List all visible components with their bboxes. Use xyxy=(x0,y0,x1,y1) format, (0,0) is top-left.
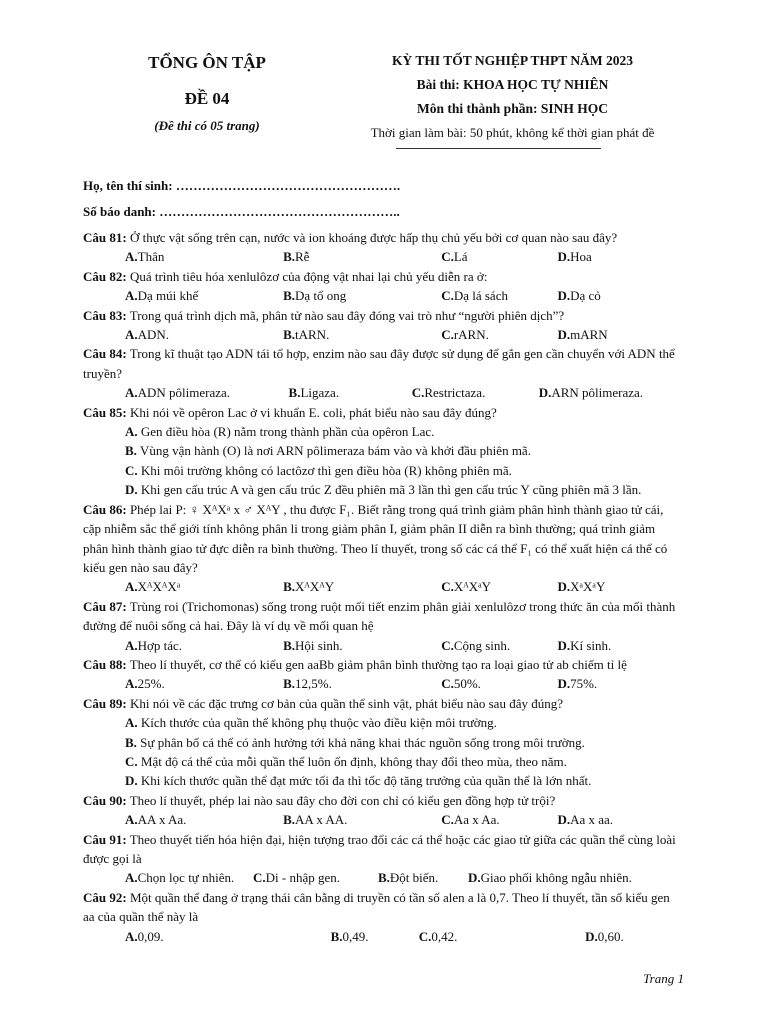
question-stem xyxy=(83,655,683,674)
answer-letter: C. xyxy=(441,637,454,653)
question-text: Theo thuyết tiến hóa hiện đại, hiện tượng trao đổi các cá thể hoặc các giao tử giữa các quần thể cùng loài được gọi là xyxy=(83,831,676,866)
answer-row xyxy=(83,674,683,693)
answer-text: 12,5%. xyxy=(295,676,332,692)
answer-letter: D. xyxy=(557,288,571,304)
answer-text: 0,42. xyxy=(431,928,458,944)
answer-text: rARN. xyxy=(453,327,489,343)
answer-text: Hợp tác. xyxy=(137,637,183,653)
answer-choice[interactable] xyxy=(331,927,419,946)
answer-text: 0,60. xyxy=(597,928,624,944)
answer-text: Kí sinh. xyxy=(570,637,612,653)
answer-choice[interactable] xyxy=(441,674,557,693)
answer-letter: B. xyxy=(283,288,296,304)
answer-letter: B. xyxy=(283,327,296,343)
header-right xyxy=(320,50,705,143)
question xyxy=(83,344,683,402)
answer-choice[interactable] xyxy=(441,636,557,655)
answer-choice[interactable] xyxy=(283,674,441,693)
question xyxy=(83,403,683,500)
answer-choice[interactable] xyxy=(557,674,683,693)
answer-choice[interactable] xyxy=(441,247,557,266)
answer-letter: B. xyxy=(283,812,296,828)
answer-choice[interactable] xyxy=(441,286,557,305)
answer-letter: C. xyxy=(441,676,454,692)
answer-letter: C. xyxy=(441,288,454,304)
exam-component: Môn thi thành phần: SINH HỌC xyxy=(417,101,608,116)
question-number: Câu 82: xyxy=(83,268,127,284)
answer-letter: A. xyxy=(125,928,138,944)
answer-choice[interactable] xyxy=(253,868,378,887)
answer-letter: B. xyxy=(125,443,137,459)
answer-text: mARN xyxy=(570,327,608,343)
question-number: Câu 83: xyxy=(83,307,127,323)
answer-letter: A. xyxy=(125,715,138,731)
question-stem xyxy=(83,344,683,383)
answer-text: 75%. xyxy=(570,676,598,692)
question-text: Trùng roi (Trichomonas) sống trong ruột mối tiết enzim phân giải xenlulôzơ trong thức ăn của mối thành đường để nuôi sống cả hai. Đây là ví dụ về mối quan hệ xyxy=(83,598,676,634)
answer-text: 0,09. xyxy=(137,928,164,944)
answer-letter: D. xyxy=(125,773,138,789)
answer-text: 0,49. xyxy=(342,928,369,944)
question-number: Câu 84: xyxy=(83,346,127,362)
question-text: Khi nói về opêron Lac ở vi khuẩn E. coli, phát biểu nào sau đây đúng? xyxy=(126,404,497,420)
answer-text: Lá xyxy=(453,249,468,265)
answer-text: Cộng sinh. xyxy=(453,637,511,653)
answer-letter: C. xyxy=(441,327,454,343)
answer-letter: D. xyxy=(557,637,571,653)
answer-letter: A. xyxy=(125,327,138,343)
question-number: Câu 81: xyxy=(83,230,127,245)
answer-choice[interactable] xyxy=(83,422,683,441)
answer-choice[interactable] xyxy=(441,577,557,596)
answer-text: ADN. xyxy=(137,327,170,343)
student-name-line: Họ, tên thí sinh: ……………………………………………. xyxy=(83,178,401,193)
answer-choice[interactable] xyxy=(441,810,557,829)
answer-letter: B. xyxy=(378,870,390,886)
answer-choice[interactable] xyxy=(125,674,283,693)
answer-letter: A. xyxy=(125,870,138,886)
question xyxy=(83,888,683,946)
answer-letter: B. xyxy=(283,637,296,653)
question-number: Câu 85: xyxy=(83,404,127,420)
answer-choice[interactable] xyxy=(83,461,683,480)
question-text: Phép lai P: ♀ XᴬXᵃ x ♂ XᴬY , thu được F₁. Biết rằng trong quá trình giảm phân hình thành giao tử cái, cặp nhiễm sắc thể giới tính không phân li trong giảm phân I, giảm phân II diễn ra bình thường; quá trình giảm phân hình thành giao tử đực diễn ra bình thường. Theo lí thuyết, trong số các cá thể F₁ có thể xuất hiện cá thể có kiểu gen nào sau đây? xyxy=(83,501,668,575)
question xyxy=(83,655,683,694)
answer-choice[interactable] xyxy=(557,577,683,596)
answer-text: Dạ lá sách xyxy=(453,288,508,304)
answer-row xyxy=(83,325,683,344)
answer-choice[interactable] xyxy=(125,636,283,655)
answer-letter: D. xyxy=(557,249,571,265)
header-divider xyxy=(396,148,601,149)
answer-choice[interactable] xyxy=(125,286,283,305)
question-stem xyxy=(83,597,683,636)
answer-choice[interactable] xyxy=(419,927,585,946)
review-title: TỔNG ÔN TẬP xyxy=(148,53,266,72)
answer-choice[interactable] xyxy=(283,286,441,305)
answer-row xyxy=(83,868,683,887)
answer-choice[interactable] xyxy=(283,636,441,655)
question-stem xyxy=(83,500,683,578)
answer-text: XᵃXᵃY xyxy=(570,579,606,595)
answer-text: Khi gen cấu trúc A và gen cấu trúc Z đều phiên mã 3 lần thì gen cấu trúc Y cũng phiên mã 3 lần. xyxy=(137,482,642,498)
answer-text: Ligaza. xyxy=(300,385,340,401)
question-stem xyxy=(83,888,683,927)
answer-text: Dạ cỏ xyxy=(570,288,601,304)
answer-letter: B. xyxy=(125,734,137,750)
answer-choice[interactable] xyxy=(83,441,683,460)
question xyxy=(83,597,683,655)
answer-row xyxy=(83,810,683,829)
question-number: Câu 87: xyxy=(83,598,127,614)
question-stem xyxy=(83,306,683,325)
answer-choice[interactable] xyxy=(283,577,441,596)
question-text: Quá trình tiêu hóa xenlulôzơ của động vật nhai lại chủ yếu diễn ra ở: xyxy=(126,268,488,284)
answer-text: Aa x aa. xyxy=(570,812,614,828)
question-text: Ở thực vật sống trên cạn, nước và ion khoáng được hấp thụ chủ yếu bởi cơ quan nào sau đây? xyxy=(126,230,618,245)
answer-letter: B. xyxy=(283,249,296,265)
answer-letter: D. xyxy=(468,870,481,886)
answer-text: XᴬXᴬY xyxy=(295,579,335,595)
header-left xyxy=(112,50,302,136)
answer-choice[interactable] xyxy=(125,325,283,344)
question-text: Theo lí thuyết, phép lai nào sau đây cho đời con chỉ có kiểu gen đồng hợp tử trội? xyxy=(126,792,556,808)
answer-choice[interactable] xyxy=(557,810,683,829)
student-id-line: Số báo danh: ……………………………………………….. xyxy=(83,204,400,219)
answer-choice[interactable] xyxy=(557,325,683,344)
answer-row xyxy=(83,286,683,305)
answer-text: ADN pôlimeraza. xyxy=(137,385,231,401)
answer-text: Di - nhập gen. xyxy=(265,870,341,886)
answer-letter: A. xyxy=(125,385,138,401)
question xyxy=(83,830,683,888)
answer-letter: C. xyxy=(125,462,138,478)
answer-choice[interactable] xyxy=(441,325,557,344)
answer-choice[interactable] xyxy=(83,771,683,790)
answer-choice[interactable] xyxy=(557,636,683,655)
answer-letter: C. xyxy=(253,870,266,886)
page-number: Trang 1 xyxy=(643,971,684,986)
answer-row xyxy=(83,247,683,266)
answer-letter: A. xyxy=(125,288,138,304)
question-text: Một quần thể đang ở trạng thái cân bằng di truyền có tần số alen a là 0,7. Theo lí thuyết, tần số kiểu gen aa của quần thể này là xyxy=(83,889,670,925)
answer-letter: D. xyxy=(557,579,571,595)
question-stem xyxy=(83,267,683,286)
answer-choice[interactable] xyxy=(125,810,283,829)
answer-row xyxy=(83,383,683,402)
answer-choice[interactable] xyxy=(125,247,283,266)
answer-letter: A. xyxy=(125,424,138,440)
answer-text: Chọn lọc tự nhiên. xyxy=(137,870,235,886)
answer-letter: A. xyxy=(125,249,138,265)
answer-letter: A. xyxy=(125,579,138,595)
answer-letter: C. xyxy=(441,579,454,595)
answer-choice[interactable] xyxy=(412,383,539,402)
exam-duration: Thời gian làm bài: 50 phút, không kể thời gian phát đề xyxy=(370,125,655,140)
answer-letter: D. xyxy=(585,928,598,944)
question-list xyxy=(83,228,683,946)
answer-choice[interactable] xyxy=(283,810,441,829)
answer-text: Thân xyxy=(137,249,165,265)
answer-choice[interactable] xyxy=(289,383,412,402)
question-text: Trong kĩ thuật tạo ADN tái tổ hợp, enzim nào sau đây được sử dụng để gắn gen cần chuyển với ADN thể truyền? xyxy=(83,346,675,381)
answer-letter: C. xyxy=(411,385,425,401)
answer-letter: D. xyxy=(538,385,552,401)
answer-letter: C. xyxy=(441,249,454,265)
answer-choice[interactable] xyxy=(125,383,289,402)
answer-text: Vùng vận hành (O) là nơi ARN pôlimeraza bám vào và khởi đầu phiên mã. xyxy=(136,443,531,459)
answer-text: Mật độ cá thể của mỗi quần thể luôn ổn định, không thay đổi theo mùa, theo năm. xyxy=(137,753,567,769)
question-stem xyxy=(83,830,683,869)
answer-letter: B. xyxy=(288,385,301,401)
answer-choice[interactable] xyxy=(83,752,683,771)
answer-text: Hội sinh. xyxy=(295,637,343,653)
answer-text: ARN pôlimeraza. xyxy=(551,385,644,401)
answer-choice[interactable] xyxy=(557,286,683,305)
answer-text: Hoa xyxy=(570,249,592,265)
answer-letter: C. xyxy=(418,928,432,944)
answer-text: 25%. xyxy=(137,676,165,692)
answer-letter: B. xyxy=(283,579,296,595)
question-stem xyxy=(83,694,683,713)
question-number: Câu 92: xyxy=(83,889,127,905)
answer-choice[interactable] xyxy=(125,868,253,887)
answer-text: Dạ tổ ong xyxy=(295,288,347,304)
answer-choice[interactable] xyxy=(125,927,331,946)
answer-letter: A. xyxy=(125,812,138,828)
answer-text: Rễ xyxy=(295,249,310,265)
answer-choice[interactable] xyxy=(539,383,683,402)
question-stem xyxy=(83,228,683,247)
answer-choice[interactable] xyxy=(125,577,283,596)
answer-letter: B. xyxy=(330,928,343,944)
answer-letter: D. xyxy=(557,676,571,692)
answer-text: Kích thước của quần thể không phụ thuộc vào điều kiện môi trường. xyxy=(137,715,497,731)
answer-choice[interactable] xyxy=(378,868,468,887)
answer-choice[interactable] xyxy=(83,713,683,732)
answer-choice[interactable] xyxy=(585,927,683,946)
answer-text: 50%. xyxy=(453,676,481,692)
question-number: Câu 91: xyxy=(83,831,127,847)
question-text: Trong quá trình dịch mã, phân tử nào sau đây đóng vai trò như “người phiên dịch”? xyxy=(126,307,565,323)
question-number: Câu 86: xyxy=(83,501,127,517)
answer-text: Dạ múi khế xyxy=(137,288,199,304)
answer-choice[interactable] xyxy=(557,247,683,266)
answer-letter: D. xyxy=(125,482,138,498)
answer-text: tARN. xyxy=(295,327,330,343)
answer-text: AA x Aa. xyxy=(137,812,187,828)
answer-text: Giao phối không ngẫu nhiên. xyxy=(480,870,632,886)
answer-text: Khi kích thước quần thể đạt mức tối đa thì tốc độ tăng trưởng của quần thể là lớn nhất. xyxy=(137,773,592,789)
answer-text: Sự phân bố cá thể có ảnh hưởng tới khả năng khai thác nguồn sống trong môi trường. xyxy=(136,734,585,750)
answer-choice[interactable] xyxy=(283,325,441,344)
answer-letter: A. xyxy=(125,676,138,692)
question xyxy=(83,228,683,267)
answer-text: Aa x Aa. xyxy=(453,812,500,828)
exam-subject: Bài thi: KHOA HỌC TỰ NHIÊN xyxy=(416,77,609,92)
question-text: Khi nói về các đặc trưng cơ bản của quần thể sinh vật, phát biểu nào sau đây đúng? xyxy=(126,695,563,711)
answer-row xyxy=(83,636,683,655)
answer-choice[interactable] xyxy=(83,480,683,499)
answer-text: Restrictaza. xyxy=(424,385,486,401)
question-number: Câu 88: xyxy=(83,656,127,672)
answer-letter: D. xyxy=(557,327,571,343)
answer-letter: C. xyxy=(125,753,138,769)
answer-text: Đột biến. xyxy=(389,870,439,886)
answer-text: XᴬXᴬXᵃ xyxy=(137,579,181,595)
answer-letter: B. xyxy=(283,676,296,692)
question xyxy=(83,694,683,791)
exam-name: KỲ THI TỐT NGHIỆP THPT NĂM 2023 xyxy=(391,53,634,68)
answer-letter: D. xyxy=(557,812,571,828)
answer-letter: C. xyxy=(441,812,454,828)
question-number: Câu 89: xyxy=(83,695,127,711)
answer-choice[interactable] xyxy=(283,247,441,266)
question-stem xyxy=(83,791,683,810)
answer-row xyxy=(83,927,683,946)
question xyxy=(83,306,683,345)
page-count-note: (Đề thi có 05 trang) xyxy=(154,118,260,133)
answer-choice[interactable] xyxy=(468,868,668,887)
question xyxy=(83,791,683,830)
question-number: Câu 90: xyxy=(83,792,127,808)
answer-text: Gen điều hòa (R) nằm trong thành phần của opêron Lac. xyxy=(137,424,435,440)
answer-text: Khi môi trường không có lactôzơ thì gen điều hòa (R) không phiên mã. xyxy=(137,462,512,478)
question xyxy=(83,500,683,597)
answer-choice[interactable] xyxy=(83,733,683,752)
answer-text: XᴬXᵃY xyxy=(453,579,492,595)
exam-code: ĐỀ 04 xyxy=(184,89,230,108)
answer-row xyxy=(83,577,683,596)
answer-letter: A. xyxy=(125,637,138,653)
question xyxy=(83,267,683,306)
question-stem xyxy=(83,403,683,422)
answer-text: AA x AA. xyxy=(295,812,348,828)
question-text: Theo lí thuyết, cơ thể có kiểu gen aaBb giảm phân bình thường tạo ra loại giao tử ab chiếm tỉ lệ xyxy=(126,656,627,672)
